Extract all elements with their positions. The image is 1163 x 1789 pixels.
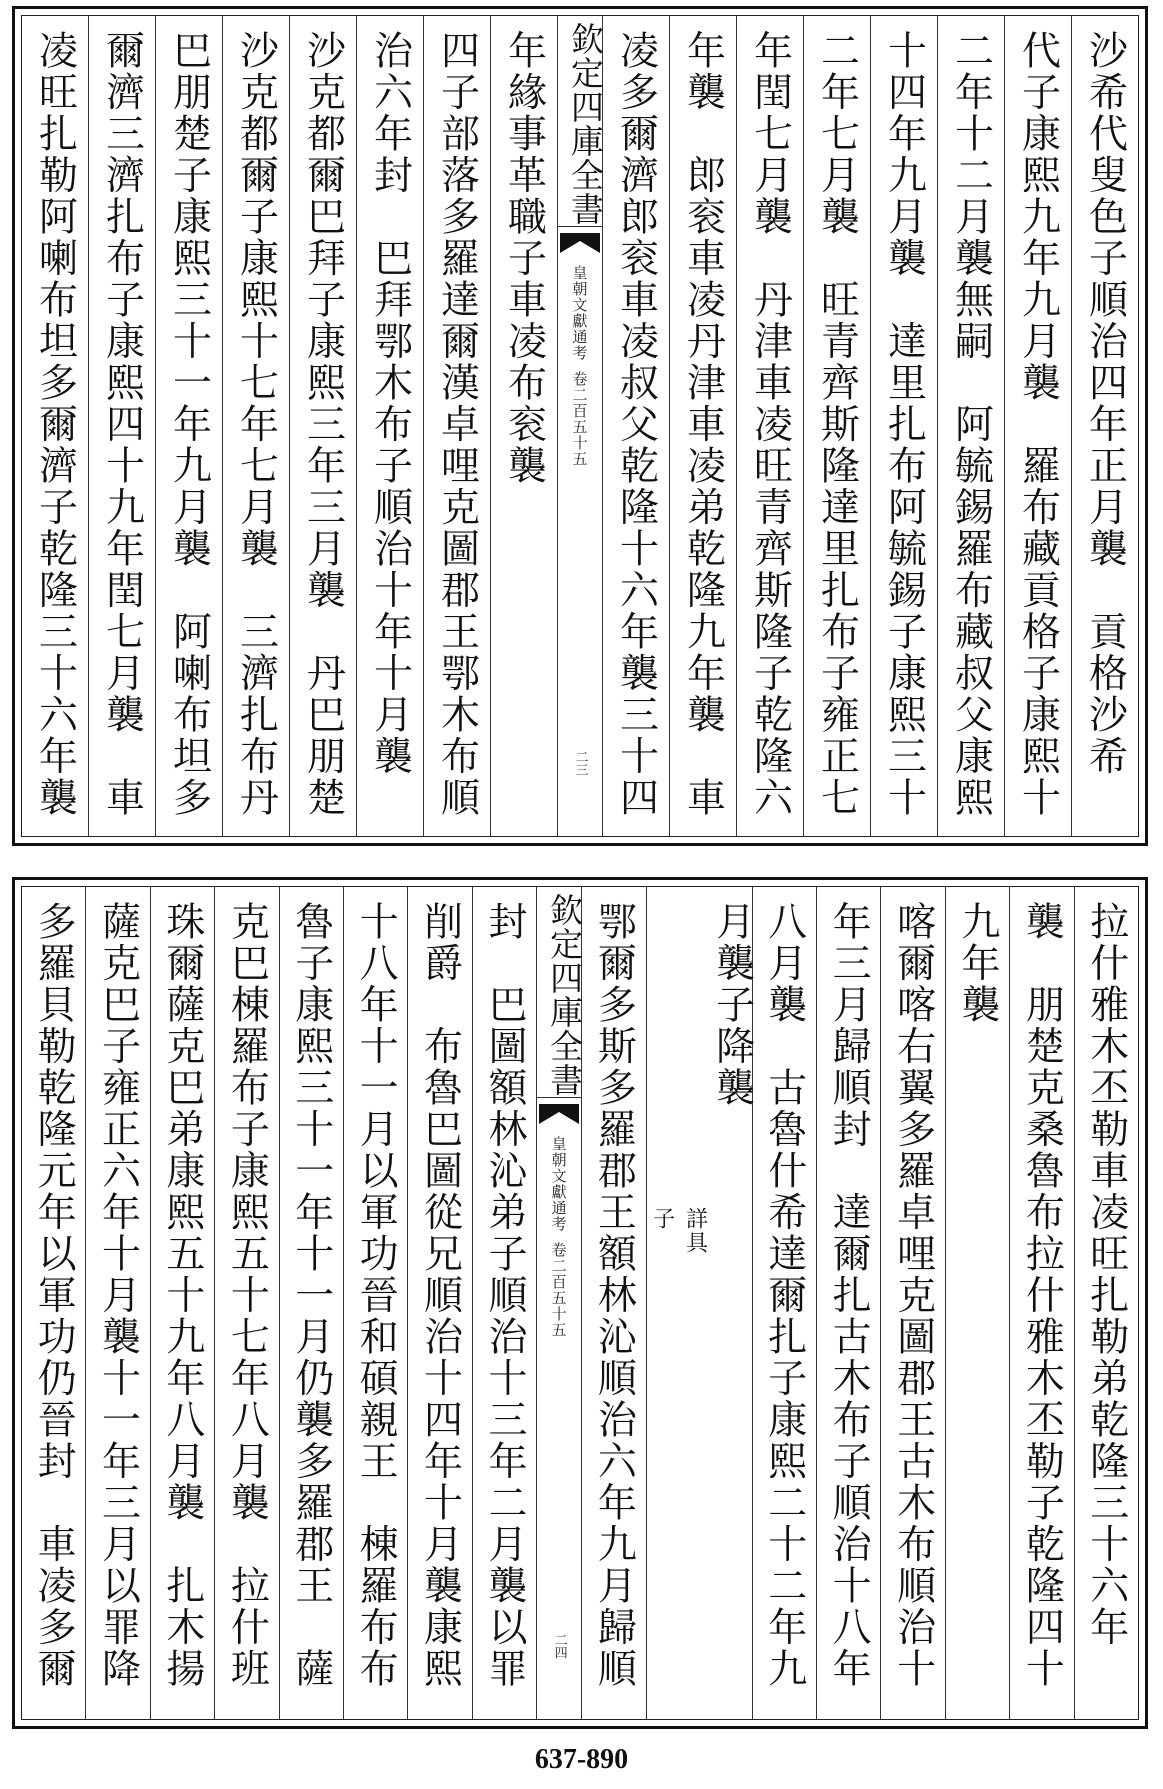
page-number-footer: 637-890 xyxy=(534,1744,629,1775)
column-text: 年緣事革職子車凌布衮襲 xyxy=(501,30,547,487)
column-text: 凌旺扎勒阿喇布坦多爾濟子乾隆三十六年襲 xyxy=(32,30,78,819)
column-text: 魯子康熙三十一年十一月仍襲多羅郡王 薩 xyxy=(288,901,334,1690)
text-column xyxy=(22,16,88,836)
text-column xyxy=(581,887,645,1719)
interlinear-note: 詳具 xyxy=(682,1207,708,1255)
text-column xyxy=(88,16,155,836)
leaf-number: 二四 xyxy=(551,1633,567,1659)
column-text: 喀爾喀右翼多羅卓哩克圖郡王古木布順治十 xyxy=(890,901,936,1690)
text-column xyxy=(1071,16,1138,836)
column-text: 爾濟三濟扎布子康熙四十九年閏七月襲 車 xyxy=(99,30,145,819)
text-column xyxy=(22,887,85,1719)
work-title: 皇朝文獻通考 xyxy=(570,265,589,361)
text-column xyxy=(356,16,423,836)
text-column xyxy=(945,887,1009,1719)
work-title: 皇朝文獻通考 xyxy=(549,1136,568,1232)
text-column xyxy=(150,887,214,1719)
column-text: 九年襲 xyxy=(954,901,1000,1026)
text-column xyxy=(343,887,407,1719)
bottom-text-frame xyxy=(21,886,1139,1720)
column-text: 代子康熙九年九月襲 羅布藏貢格子康熙十 xyxy=(1015,30,1061,819)
column-text: 十八年十一月以軍功晉和碩親王 棟羅布布 xyxy=(353,901,399,1690)
book-title: 欽定四庫全書 xyxy=(558,16,602,227)
column-text: 月襲子降襲 xyxy=(709,901,755,1109)
book-title: 欽定四庫全書 xyxy=(537,887,581,1098)
text-column xyxy=(669,16,736,836)
column-text: 治六年封 巴拜鄂木布子順治十年十月襲 xyxy=(367,30,413,777)
text-column xyxy=(279,887,343,1719)
text-column xyxy=(423,16,490,836)
column-text: 薩克巴子雍正六年十月襲十一年三月以罪降 xyxy=(95,901,141,1690)
column-text: 二年十二月襲無嗣 阿毓錫羅布藏叔父康熙 xyxy=(948,30,994,819)
column-text: 削爵 布魯巴圖從兄順治十四年十月襲康熙 xyxy=(417,901,463,1690)
center-fold-column xyxy=(536,887,585,1719)
interlinear-note: 子 xyxy=(649,1207,675,1231)
top-text-frame xyxy=(21,15,1139,837)
text-column xyxy=(289,16,356,836)
text-column xyxy=(880,887,944,1719)
column-text: 巴朋楚子康熙三十一年九月襲 阿喇布坦多 xyxy=(166,30,212,819)
column-text: 拉什雅木丕勒車凌旺扎勒弟乾隆三十六年 xyxy=(1083,901,1129,1648)
column-text: 沙希代叟色子順治四年正月襲 貢格沙希 xyxy=(1082,30,1128,777)
fish-tail-mark-icon xyxy=(537,1102,581,1126)
column-text: 克巴棟羅布子康熙五十七年八月襲 拉什班 xyxy=(224,901,270,1690)
text-column xyxy=(752,887,816,1719)
column-text: 沙克都爾巴拜子康熙三年三月襲 丹巴朋楚 xyxy=(300,30,346,819)
text-column xyxy=(214,887,278,1719)
center-fold-column xyxy=(557,16,605,836)
text-column xyxy=(602,16,669,836)
column-text: 年三月歸順封 達爾扎古木布子順治十八年 xyxy=(826,901,872,1690)
text-column xyxy=(1009,887,1073,1719)
column-text: 珠爾薩克巴弟康熙五十九年八月襲 扎木揚 xyxy=(159,901,205,1690)
column-text: 年襲 郎衮車凌丹津車凌弟乾隆九年襲 車 xyxy=(680,30,726,819)
column-text: 凌多爾濟郎衮車凌叔父乾隆十六年襲三十四 xyxy=(613,30,659,819)
text-column xyxy=(490,16,557,836)
column-text: 沙克都爾子康熙十七年七月襲 三濟扎布丹 xyxy=(233,30,279,819)
column-text: 四子部落多羅達爾漢卓哩克圖郡王鄂木布順 xyxy=(434,30,480,819)
volume-number: 卷二百五十五 xyxy=(549,1242,568,1338)
column-text: 封 巴圖額林沁弟子順治十三年二月襲以罪 xyxy=(481,901,527,1690)
text-column xyxy=(870,16,937,836)
volume-number: 卷二百五十五 xyxy=(570,371,589,467)
leaf-number: 二三 xyxy=(572,750,588,776)
text-column xyxy=(816,887,880,1719)
text-column xyxy=(155,16,222,836)
text-column xyxy=(1074,887,1138,1719)
text-column xyxy=(736,16,803,836)
column-text: 年閏七月襲 丹津車凌旺青齊斯隆子乾隆六 xyxy=(747,30,793,819)
fish-tail-mark-icon xyxy=(558,231,602,255)
text-column-with-note xyxy=(646,887,755,1719)
column-text: 鄂爾多斯多羅郡王額林沁順治六年九月歸順 xyxy=(591,901,637,1690)
column-text: 多羅貝勒乾隆元年以軍功仍晉封 車凌多爾 xyxy=(31,901,77,1690)
top-page xyxy=(12,6,1148,846)
text-column xyxy=(937,16,1004,836)
text-column xyxy=(85,887,149,1719)
column-text: 襲 朋楚克桑魯布拉什雅木丕勒子乾隆四十 xyxy=(1019,901,1065,1690)
column-text: 十四年九月襲 達里扎布阿毓錫子康熙三十 xyxy=(881,30,927,819)
text-column xyxy=(472,887,536,1719)
text-column xyxy=(803,16,870,836)
bottom-page xyxy=(12,877,1148,1729)
text-column xyxy=(1004,16,1071,836)
text-column xyxy=(407,887,471,1719)
column-text: 八月襲 古魯什希達爾扎子康熙二十二年九 xyxy=(761,901,807,1690)
text-column xyxy=(222,16,289,836)
column-text: 二年七月襲 旺青齊斯隆達里扎布子雍正七 xyxy=(814,30,860,819)
